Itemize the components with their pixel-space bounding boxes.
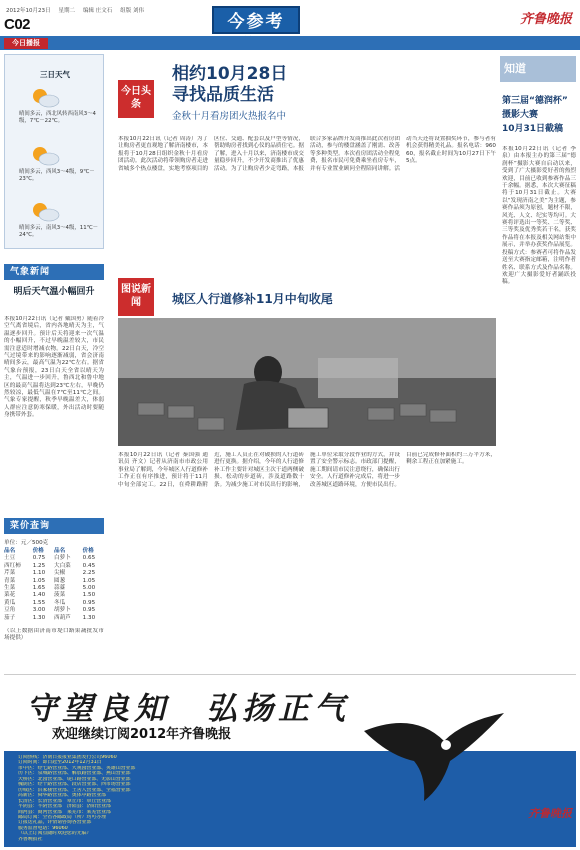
lead-story-headline: 相约10月28日 寻找品质生活 bbox=[172, 64, 288, 105]
contest-body: 本报10月22日讯（记者 李泉）由本报主办的第三届“德润杯”摄影大赛自启动以来，受到了广大摄影爱好者的热烈欢迎，目前已收到参赛作品三千余幅。据悉，本次大赛征稿将于10月31日截止。大赛以“发现济南之美”为主题，参赛作品须为原创，题材不限，风光、人文、纪实等均可。大赛将评选出一等奖、二等奖、三等奖及优秀奖若干名，获奖作品将在本报及相关网站集中展示，并举办获奖作品展览。投稿方式：参赛者可将作品发送至大赛指定邮箱，注明作者姓名、联系方式及作品名称。欢迎广大摄影爱好者踊跃投稿。 bbox=[502, 146, 576, 286]
left-column bbox=[4, 54, 104, 649]
news-photo bbox=[118, 318, 496, 446]
table-row: 豆角 3.00 胡萝卜 0.95 bbox=[4, 607, 96, 614]
issue-weekday: 星期二 bbox=[58, 8, 76, 14]
header-bar bbox=[0, 36, 580, 50]
subscription-info-line: 高新区：舜华路营业部、奥体中路营业部 bbox=[18, 793, 107, 799]
subscription-info-line: 市中区：经七路营业部、大观园营业部、英雄山营业部 bbox=[18, 765, 136, 771]
subscription-info-line: 邮局订阅：全省各邮政局（所）均可办理 bbox=[18, 814, 107, 820]
weather-day-1: 晴间多云，西北风转西南风3～4级，7℃－22℃。 bbox=[19, 85, 99, 127]
subscription-info-line: 历下区：泉城路营业部、解放路营业部、燕山营业部 bbox=[18, 771, 131, 777]
subscription-info-line: 订阅热线：济南日报报业集团发行公司96060 bbox=[18, 755, 117, 760]
sunny-cloudy-icon bbox=[27, 85, 61, 109]
photo-story-headline: 城区人行道修补11月中旬收尾 bbox=[172, 292, 333, 306]
weather-news-header: 气象新闻 bbox=[4, 264, 104, 280]
price-source-note: （以上数据由济南市堤口路果蔬批发市场提供） bbox=[4, 628, 104, 642]
subscription-info-line: 齐鲁晚报社 bbox=[18, 836, 43, 842]
photo-story-label: 图说新闻 bbox=[118, 278, 154, 316]
subscription-info-line: 订阅时间：即日起至2012年12月31日 bbox=[18, 760, 102, 766]
designer-credit: 组版 刘伟 bbox=[120, 8, 145, 14]
lead-story-subtitle: 金秋十月看房团火热报名中 bbox=[172, 111, 287, 122]
section-badge: 今日播报 bbox=[4, 38, 48, 49]
banner-paper-logo: 齐鲁晚报 bbox=[528, 807, 572, 820]
subscription-info-line: 服务监督电话：96060 bbox=[18, 825, 68, 831]
issue-date: 2012年10月23日 bbox=[6, 8, 51, 14]
eagle-icon bbox=[354, 701, 514, 811]
weather-panel bbox=[4, 54, 104, 249]
weather-news-title: 明后天气温小幅回升 bbox=[13, 287, 95, 297]
vegetable-price-header: 菜价查询 bbox=[4, 518, 104, 534]
page-code: C02 bbox=[4, 16, 31, 33]
know-section-header: 知道 bbox=[500, 56, 576, 82]
subscription-info-lines bbox=[18, 755, 348, 842]
subscription-info-line: （以上订阅点随时欢迎您的光临） bbox=[18, 831, 92, 837]
editor-credit: 编辑 庄文石 bbox=[83, 8, 113, 14]
banner-subscribe: 欢迎继续订阅2012年齐鲁晚报 bbox=[52, 727, 232, 742]
worker-photo-illustration bbox=[118, 318, 496, 446]
table-row: 青菜 1.05 圆葱 1.05 bbox=[4, 577, 96, 584]
subscription-info-box bbox=[4, 751, 576, 847]
table-row: 芹菜 1.10 尖椒 2.25 bbox=[4, 570, 96, 577]
sunny-cloudy-icon bbox=[27, 199, 61, 223]
masthead-title: 今参考 bbox=[212, 6, 300, 34]
banner-slogan: 守望良知 弘扬正气 bbox=[26, 691, 350, 727]
subscription-banner bbox=[4, 674, 576, 846]
weather-news-body: 本报10月22日讯（记者 戴国勇）随着冷空气离省境后，省内各地晴天为主，气温逐步回升。预计后天将迎来一次气温的小幅回升，不过早晚温差较大，市民需注意适时增减衣物。22日白天，冷空气过境带来的影响逐渐减弱，省会济南晴间多云，最高气温为22℃左右。据省气象台预报，23日白天全省以晴天为主，气温进一步回升，鲁西北和鲁中地区的最高气温将达到23℃左右，早晚仍然较凉，最低气温在7℃至11℃之间。气象专家提醒，秋季早晚温差大，体弱人群应注意防寒保暖，外出活动时要随身携带外套。 bbox=[4, 316, 104, 419]
table-header-row: 品名 价格 品名 价格 bbox=[4, 548, 94, 554]
subscription-info-line: 槐荫区：经十路营业部、段店营业部、西市场营业部 bbox=[18, 782, 131, 788]
subscription-info-line: 平阴县：平阴营业部 济阳县：济阳营业部 bbox=[18, 804, 111, 810]
subscription-info-line: 订报送礼品，详情请咨询各营业部 bbox=[18, 820, 92, 826]
sunny-cloudy-icon bbox=[27, 143, 61, 167]
table-row: 黄瓜 1.55 冬瓜 0.95 bbox=[4, 599, 96, 606]
lead-story-body: 本报10月22日讯（记者 周涛）为了让购房者更直观地了解济南楼市，本报将于10月28日组织金秋十月看房团活动。此次活动将带领购房者走进省城多个热点楼盘，实地考察项目的区位、交通、配套以及户型等情况，帮助购房者找到心仪的品质住宅。据了解，进入十月以来，济南楼市成交量稳步回升，不少开发商推出了优惠活动。为了让购房者少走弯路，本报联合多家品牌开发商推出此次看房团活动，参与的楼盘涵盖了刚需、改善等多种类型。本次看房团活动全程免费，报名市民可免费乘坐看房专车，并有专业置业顾问全程陪同讲解。活动当天还将设置抽奖环节，参与者有机会获得精美礼品。报名电话：96060，报名截止时间为10月27日下午5点。 bbox=[118, 136, 496, 172]
table-row: 菜花 1.40 菠菜 1.50 bbox=[4, 592, 96, 599]
table-row: 西红柿 1.25 大白菜 0.45 bbox=[4, 562, 96, 569]
vegetable-price-table bbox=[4, 548, 104, 622]
contest-headline: 第三届“德润杯” 摄影大赛 10月31日截稿 bbox=[502, 96, 568, 134]
weather-day-3: 晴间多云，南风3～4级，11℃－24℃。 bbox=[19, 199, 99, 241]
price-unit: 单位：元／500克 bbox=[4, 540, 49, 546]
table-row: 土豆 0.75 白萝卜 0.65 bbox=[4, 555, 96, 562]
table-row: 茄子 1.30 西葫芦 1.30 bbox=[4, 614, 96, 621]
subscription-info-line: 天桥区：北园营业部、堤口路营业部、无影山营业部 bbox=[18, 776, 131, 782]
photo-story-body: 本报10月22日讯（记者 秦国强 通讯员 齐文）记者从济南市市政公用事业局了解到，今年城区人行道修补工作正在有序推进，预计将于11月中旬全部完工。22日，在舜耕路附近，施工人员正在对破损的人行道砖进行更换。据介绍，今年的人行道修补工作主要针对城区主次干道两侧破损、松动的步道砖，涉及道路数十条。为减少施工对市民出行的影响，施工单位采取分段作业的方式，并设置了安全警示标志。市政部门提醒，施工期间请市民注意绕行，确保出行安全。人行道修补完成后，将进一步改善城区道路环境，方便市民出行。目前已完成修补面积约三万平方米，剩余工程正在加紧施工。 bbox=[118, 452, 496, 488]
subscription-info-line: 长清区：长清营业部 章丘市：章丘营业部 bbox=[18, 798, 111, 804]
subscription-info-line: 商河县：商河营业部 莱芜市：莱芜营业部 bbox=[18, 809, 111, 815]
weather-day-2: 晴间多云，西风3～4级，9℃－23℃。 bbox=[19, 143, 99, 185]
table-row: 生菜 1.65 蒜薹 5.00 bbox=[4, 585, 96, 592]
lead-story-label: 今日头条 bbox=[118, 80, 154, 118]
weather-title: 三日天气 bbox=[40, 70, 70, 79]
subscription-info-line: 历城区：洪家楼营业部、王舍人营业部、全福营业部 bbox=[18, 787, 131, 793]
paper-logo: 齐鲁晚报 bbox=[519, 12, 572, 27]
